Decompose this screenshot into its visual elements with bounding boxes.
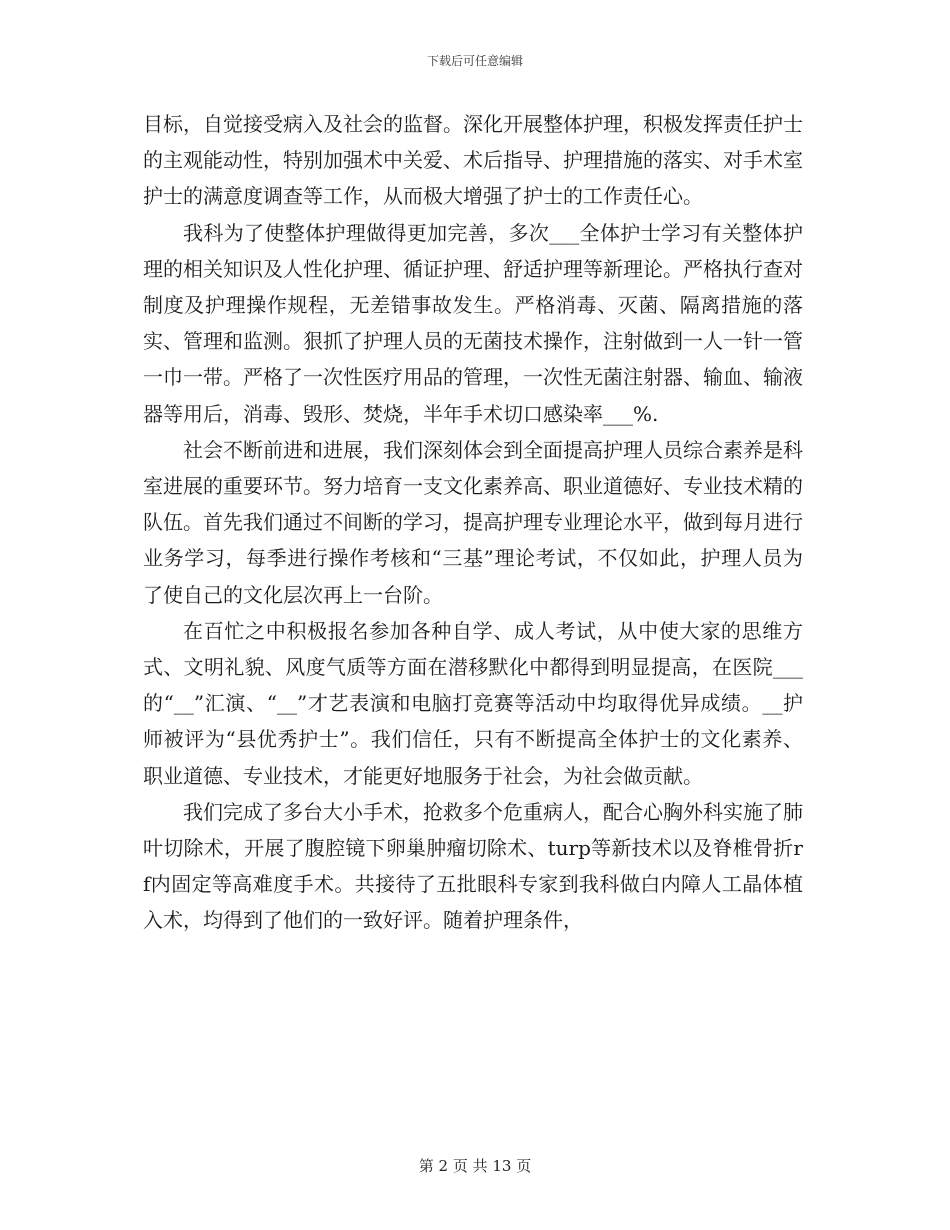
paragraph-2: 我科为了使整体护理做得更加完善，多次___全体护士学习有关整体护理的相关知识及人性化护理、循证护理、舒适护理等新理论。严格执行查对制度及护理操作规程，无差错事故发生。严格消毒、灭菌、隔离措施的落实、管理和监测。狠抓了护理人员的无菌技术操作，注射做到一人一针一管一巾一带。严格了一次性医疗用品的管理，一次性无菌注射器、输血、输液器等用后，消毒、毁形、焚烧，半年手术切口感染率___%.	[143, 220, 803, 426]
paragraph-1: 目标，自觉接受病入及社会的监督。深化开展整体护理，积极发挥责任护士的主观能动性，特别加强术中关爱、术后指导、护理措施的落实、对手术室护士的满意度调查等工作，从而极大增强了护士的工作责任心。	[143, 112, 803, 209]
page-footer: 第 2 页 共 13 页	[418, 1157, 532, 1175]
paragraph-5: 我们完成了多台大小手术，抢救多个危重病人，配合心胸外科实施了肺叶切除术，开展了腹腔镜下卵巢肿瘤切除术、turp等新技术以及脊椎骨折rf内固定等高难度手术。共接待了五批眼科专家到我科做白内障人工晶体植入术，均得到了他们的一致好评。随着护理条件，	[143, 799, 803, 933]
document-body	[143, 106, 803, 939]
page-header: 下载后可任意编辑	[426, 54, 523, 68]
paragraph-4: 在百忙之中积极报名参加各种自学、成人考试，从中使大家的思维方式、文明礼貌、风度气质等方面在潜移默化中都得到明显提高，在医院___的“__”汇演、“__”才艺表演和电脑打竞赛等活动中均取得优异成绩。__护师被评为“县优秀护士”。我们信任，只有不断提高全体护士的文化素养、职业道德、专业技术，才能更好地服务于社会，为社会做贡献。	[143, 618, 803, 788]
paragraph-3: 社会不断前进和进展，我们深刻体会到全面提高护理人员综合素养是科室进展的重要环节。努力培育一支文化素养高、职业道德好、专业技术精的队伍。首先我们通过不间断的学习，提高护理专业理论水平，做到每月进行业务学习，每季进行操作考核和“三基”理论考试，不仅如此，护理人员为了使自己的文化层次再上一台阶。	[143, 437, 803, 607]
